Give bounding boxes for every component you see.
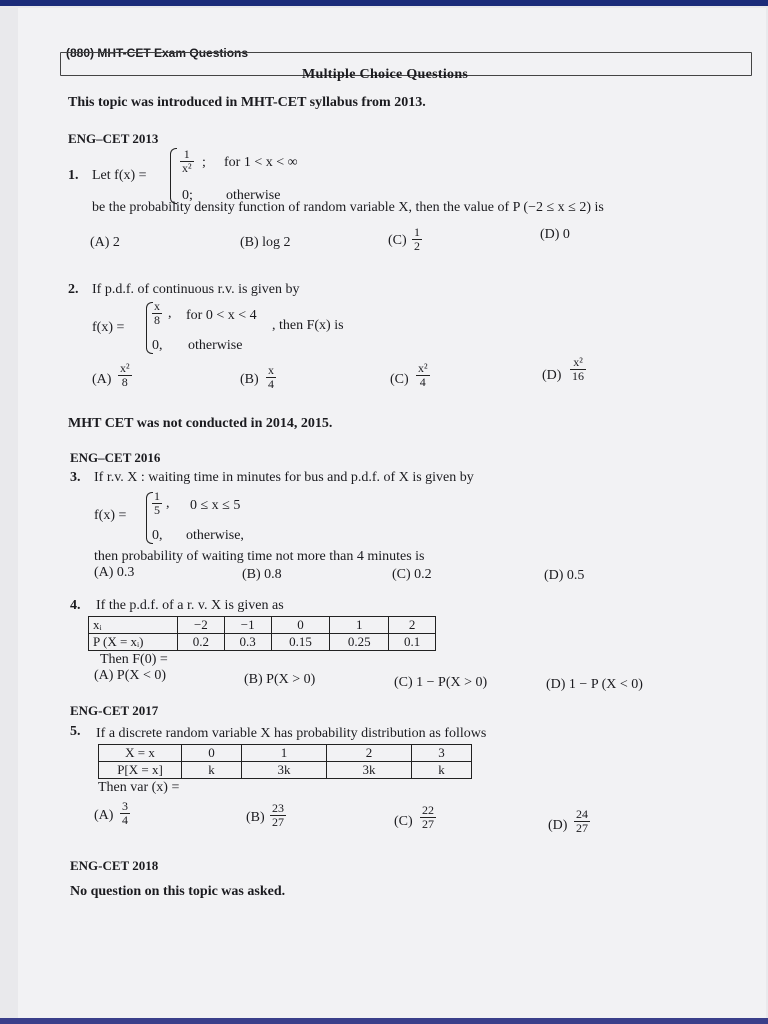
q1-case1-cond: for 1 < x < ∞ — [224, 155, 298, 170]
q1-case2-cond: otherwise — [226, 188, 281, 203]
q2-text: If p.d.f. of continuous r.v. is given by — [92, 282, 300, 297]
q4-cell: −1 — [224, 617, 271, 634]
q5-optc-den: 27 — [422, 817, 434, 831]
q5-option-d-label: (D) — [548, 818, 568, 833]
q3-case2-val: 0, — [152, 528, 163, 543]
q2-case1-sep: , — [168, 306, 172, 321]
q1-option-c-fraction — [412, 226, 422, 253]
q2-option-b-fraction — [266, 364, 276, 391]
q5-optb-num: 23 — [272, 801, 284, 815]
q3-text2: then probability of waiting time not more than 4 minutes is — [94, 549, 425, 564]
q4-option-d: (D) 1 − P (X < 0) — [546, 677, 643, 692]
q2-case1-fraction — [152, 300, 162, 327]
q2-option-c-fraction — [416, 362, 430, 389]
q5-option-c-label: (C) — [394, 814, 413, 829]
q5-cell: k — [412, 762, 472, 779]
q2-case1-cond: for 0 < x < 4 — [186, 308, 257, 323]
q5-cell: 3k — [326, 762, 411, 779]
q5-cell: 0 — [182, 745, 242, 762]
q3-text: If r.v. X : waiting time in minutes for bus and p.d.f. of X is given by — [94, 470, 474, 485]
bottom-edge — [0, 1018, 768, 1024]
q4-option-a: (A) P(X < 0) — [94, 668, 167, 683]
q5-then: Then var (x) = — [98, 780, 180, 795]
q3-option-c: (C) 0.2 — [392, 567, 432, 582]
section-2017: ENG-CET 2017 — [70, 703, 159, 718]
section-2016: ENG–CET 2016 — [70, 450, 161, 465]
book-code-title: (880) MHT-CET Exam Questions — [66, 46, 249, 60]
q5-opta-den: 4 — [122, 813, 128, 827]
q5-cell: P[X = x] — [99, 762, 182, 779]
mcq-title: Multiple Choice Questions — [302, 67, 469, 82]
q2-number: 2. — [68, 282, 79, 297]
q4-cell: 0.3 — [224, 634, 271, 651]
q5-optd-num: 24 — [576, 807, 588, 821]
q1-brace — [170, 148, 177, 204]
q5-cell: 3 — [412, 745, 472, 762]
q4-table-row-p — [89, 634, 436, 651]
q1-case1-fraction — [180, 148, 194, 175]
q2-lead: f(x) = — [92, 320, 125, 335]
q1-case1-sep: ; — [202, 155, 206, 170]
note-2014-2015: MHT CET was not conducted in 2014, 2015. — [68, 416, 333, 431]
q4-then: Then F(0) = — [100, 652, 168, 667]
q5-option-b-label: (B) — [246, 810, 265, 825]
q2-optc-den: 4 — [419, 375, 426, 389]
q2-option-d-fraction — [570, 356, 586, 383]
q1-optc-num: 1 — [414, 225, 420, 239]
section-2013: ENG–CET 2013 — [68, 131, 159, 146]
q5-table-row-p — [99, 762, 472, 779]
q4-cell: 0.1 — [389, 634, 436, 651]
q2-optd-num: x² — [570, 356, 586, 370]
q5-text: If a discrete random variable X has probability distribution as follows — [96, 726, 487, 741]
q2-optc-num: x² — [418, 361, 428, 375]
q2-optb-den: 4 — [268, 377, 274, 391]
q1-text: be the probability density function of random variable X, then the value of P (−2 ≤ x ≤ 2) is — [92, 200, 604, 215]
q5-optb-den: 27 — [272, 815, 284, 829]
q1-option-a: (A) 2 — [90, 235, 120, 250]
q4-table — [88, 616, 436, 651]
q2-case2-val: 0, — [152, 338, 163, 353]
q3-case1-fraction — [152, 490, 162, 517]
q4-number: 4. — [70, 598, 81, 613]
q1-optc-den: 2 — [414, 239, 420, 253]
q5-opta-num: 3 — [122, 799, 128, 813]
q5-option-a-label: (A) — [94, 808, 114, 823]
q2-option-a-fraction — [118, 362, 132, 389]
q3-option-d: (D) 0.5 — [544, 568, 585, 583]
note-2018: No question on this topic was asked. — [70, 884, 286, 899]
q5-option-a-fraction — [120, 800, 130, 827]
q2-case1-den: 8 — [154, 313, 160, 327]
q3-case1-sep: , — [166, 496, 170, 511]
q1-case1-den: x² — [182, 161, 192, 175]
q3-case1-cond: 0 ≤ x ≤ 5 — [190, 498, 241, 513]
q3-option-a: (A) 0.3 — [94, 565, 135, 580]
q4-cell: 0.15 — [271, 634, 330, 651]
q2-optd-den: 16 — [572, 369, 584, 383]
q5-cell: X = x — [99, 745, 182, 762]
q4-cell: 0.25 — [330, 634, 389, 651]
q1-option-c-label: (C) — [388, 233, 407, 248]
q5-cell: 1 — [241, 745, 326, 762]
q2-optb-num: x — [268, 363, 274, 377]
q1-option-d: (D) 0 — [540, 227, 570, 242]
q3-number: 3. — [70, 470, 81, 485]
q1-number: 1. — [68, 168, 79, 183]
q4-cell: 0 — [271, 617, 330, 634]
q1-case2-val: 0; — [182, 188, 193, 203]
q5-option-c-fraction — [420, 804, 436, 831]
q2-case1-num: x — [154, 299, 160, 313]
q5-cell: 2 — [326, 745, 411, 762]
q4-option-c: (C) 1 − P(X > 0) — [394, 675, 488, 690]
intro-text: This topic was introduced in MHT-CET syllabus from 2013. — [68, 95, 426, 110]
q2-option-a-label: (A) — [92, 372, 112, 387]
q3-case1-den: 5 — [154, 503, 160, 517]
q3-option-b: (B) 0.8 — [242, 567, 282, 582]
top-edge — [0, 0, 768, 6]
q2-option-b-label: (B) — [240, 372, 259, 387]
q4-text: If the p.d.f. of a r. v. X is given as — [96, 598, 284, 613]
q3-case1-num: 1 — [154, 489, 160, 503]
q5-option-d-fraction — [574, 808, 590, 835]
q2-case2-cond: otherwise — [188, 338, 243, 353]
q5-optc-num: 22 — [422, 803, 434, 817]
q2-tail: , then F(x) is — [272, 318, 344, 333]
q4-cell: 0.2 — [178, 634, 225, 651]
q5-table — [98, 744, 472, 779]
section-2018: ENG-CET 2018 — [70, 858, 159, 873]
q4-option-b: (B) P(X > 0) — [244, 672, 316, 687]
q5-optd-den: 27 — [576, 821, 588, 835]
q5-table-row-x — [99, 745, 472, 762]
q4-cell: 1 — [330, 617, 389, 634]
q4-cell: 2 — [389, 617, 436, 634]
q3-lead: f(x) = — [94, 508, 127, 523]
q5-option-b-fraction — [270, 802, 286, 829]
q4-cell: P (X = xᵢ) — [89, 634, 178, 651]
q2-option-c-label: (C) — [390, 372, 409, 387]
q5-cell: k — [182, 762, 242, 779]
q4-table-row-x — [89, 617, 436, 634]
q5-number: 5. — [70, 724, 81, 739]
q1-case1-num: 1 — [180, 148, 194, 162]
q4-cell: xᵢ — [89, 617, 178, 634]
q2-opta-den: 8 — [121, 375, 128, 389]
q4-cell: −2 — [178, 617, 225, 634]
q5-cell: 3k — [241, 762, 326, 779]
q3-case2-cond: otherwise, — [186, 528, 244, 543]
q1-lead: Let f(x) = — [92, 168, 147, 183]
q2-opta-num: x² — [120, 361, 130, 375]
q1-option-b: (B) log 2 — [240, 235, 291, 250]
q2-option-d-label: (D) — [542, 368, 562, 383]
